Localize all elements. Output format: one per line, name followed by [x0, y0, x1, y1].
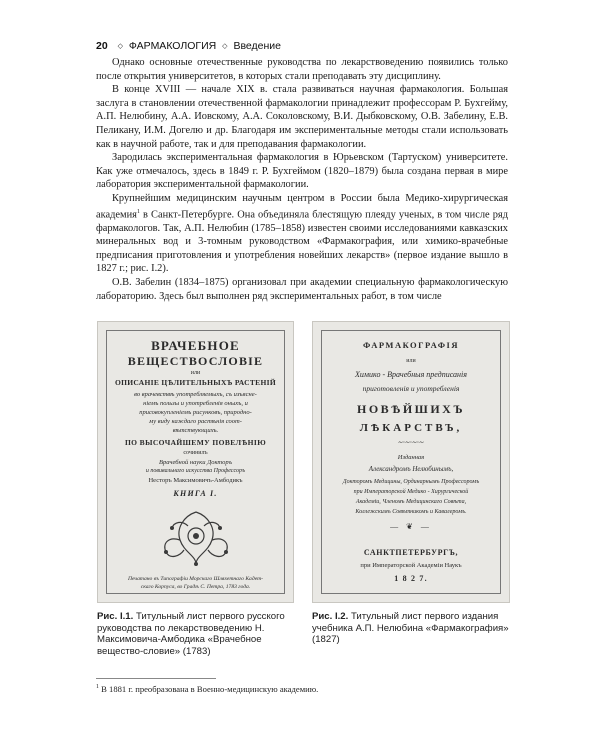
figure-label: Рис. I.1.: [97, 611, 134, 622]
figure-caption: [97, 611, 297, 657]
plate-text: при Императорской Академіи Наукъ: [360, 562, 462, 569]
plate-text: или: [406, 358, 416, 364]
plate-text: САНКТПЕТЕРБУРГЪ,: [363, 548, 459, 557]
plate-text: Александромъ Нелюбинымъ,: [368, 465, 454, 473]
figure-caption: [312, 611, 512, 646]
figure-caption-text: Титульный лист первого издания учебника А.П. Нелюбина «Фармакография» (1827): [312, 611, 509, 646]
paragraph: В конце XVIII — начале XIX в. стала развиваться научная фармакология. Большая заслуга в становлении отечественной фармакологии принадлежит профессорам Р. Бухгейму, А.П. Нелюбину, А.А. Иовскому, А.А. Соколовскому, В.И. Дыбковскому, О.В. Забелину, Е.В. Пеликану, И.М. Догелю и др. Благодаря им экспериментальные методы стали использовать как в научной работе, так и для преподавания фармакологии.: [96, 84, 508, 150]
footnote-text: В 1881 г. преобразована в Военно-медицинскую академию.: [101, 684, 319, 694]
footnote: [96, 684, 318, 694]
paragraph: Однако основные отечественные руководства по лекарствоведению появились только после открытия университетов, в которых стали преподавать эту дисциплину.: [96, 57, 508, 82]
footnote-ref: 1: [136, 208, 140, 215]
plate-text: Докторомъ Медицины, Ординарнымъ Профессоромъ: [342, 479, 480, 485]
plate-title: ВРАЧЕБНОЕ: [151, 338, 240, 353]
plate-text: КНИГА I.: [173, 489, 218, 498]
plate-text: сочинилъ: [183, 450, 208, 456]
plate-title: НОВѢЙШИХЪ: [356, 402, 466, 416]
plate-text: ніемъ пользы и употребленія оныхъ, и: [143, 400, 248, 407]
plate-text: Химико - Врачебныя предписанія: [355, 370, 467, 379]
plate-title: ФАРМАКОГРАФІЯ: [362, 340, 460, 350]
plate-text: приготовленія и употребленія: [362, 384, 460, 393]
section-title: Введение: [233, 40, 282, 52]
plate-text: во врачевствѣ употребляемыхъ, съ изъясне-: [134, 391, 257, 398]
body-text: [96, 56, 508, 303]
plate-text: Изданная: [397, 454, 425, 461]
paragraph: О.В. Забелин (1834–1875) организовал при академии специальную фармакологическую лабораторию. Здесь был выполнен ряд экспериментальных работ, в том числе: [96, 276, 508, 302]
plate-text: Печатано въ Типографіи Морскаго Шляхетнаго Кадет-: [127, 576, 264, 582]
plate-text: му виду каждаго растѣнія соот-: [149, 418, 242, 425]
plate-text: ПО ВЫСОЧАЙШЕМУ ПОВЕЛѢНІЮ: [124, 438, 267, 447]
plate-title: ВЕЩЕСТВОСЛОВІЕ: [127, 354, 264, 368]
plate-text: Коллежскимъ Совѣтникомъ и Кавалеромъ.: [355, 509, 467, 515]
plate-text: Несторъ Максимовичъ-Амбодикъ: [148, 477, 243, 484]
plate-text: скаго Корпуса, во Градѣ С. Петра, 1783 года.: [140, 584, 251, 590]
page-number: 20: [96, 40, 108, 52]
paragraph-text: Крупнейшим медицинским научным центром в России была Медико-хирургическая академия: [96, 192, 508, 220]
figure-caption-text: Титульный лист первого русского руководства по лекарствоведению Н. Максимовича-Амбодика «Врачебное вещество-словие» (1783): [97, 611, 285, 657]
divider-ornament-icon: ~·~·~·~: [398, 438, 424, 447]
book-title: ФАРМАКОЛОГИЯ: [128, 40, 217, 52]
running-header: [96, 40, 281, 52]
plate-text: Врачебной науки Докторъ: [158, 459, 232, 466]
divider-ornament-icon: — ❦ —: [390, 522, 432, 531]
plate-text: Академіи, Членомъ Медицинскаго Совѣта,: [355, 499, 467, 505]
diamond-icon: ◇: [117, 43, 123, 50]
plate-text: и повивальнаго искусства Профессоръ: [145, 468, 246, 474]
footnote-divider: [96, 678, 216, 679]
plate-text: ОПИСАНІЕ ЦѢЛИТЕЛЬНЫХЪ РАСТЕНІЙ: [115, 378, 276, 387]
plate-text: 1 8 2 7.: [394, 574, 428, 583]
footnote-mark: 1: [96, 684, 99, 691]
figure-label: Рис. I.2.: [312, 611, 349, 622]
paragraph: Зародилась экспериментальная фармакология в Юрьевском (Тартуском) университете. Как уже отмечалось, здесь в 1849 г. Р. Бухгеймом (1820–1879) была создана первая в мире лаборатория экспериментальной фармакологии.: [96, 152, 508, 191]
paragraph: [96, 192, 508, 276]
plate-text: присовокупленіемъ рисунковъ, природно-: [139, 409, 252, 416]
diamond-icon: ◇: [222, 43, 228, 50]
plate-text: вѣтствующихъ.: [172, 427, 219, 434]
title-page-image-ambodik: [97, 321, 294, 603]
plate-title: ЛѢКАРСТВЪ,: [359, 422, 463, 434]
title-page-image-nelyubin: [312, 321, 510, 603]
ornament-vignette: [154, 506, 238, 570]
plate-text: или: [190, 370, 201, 376]
plate-text: при Императорской Медико - Хирургической: [353, 489, 469, 495]
paragraph-text: в Санкт-Петербурге. Она объединяла блестящую плеяду ученых, в том числе ряд фармакологов. Так, А.П. Нелюбин (1785–1858) известен своими исследованиями кавказских минеральных вод и 3-томным руководством «Фармакография, или химико-врачебные предписания приготовления и употребления новейших лекарств» (первое издание вышло в 1827 г.; рис. I.2).: [96, 209, 508, 275]
